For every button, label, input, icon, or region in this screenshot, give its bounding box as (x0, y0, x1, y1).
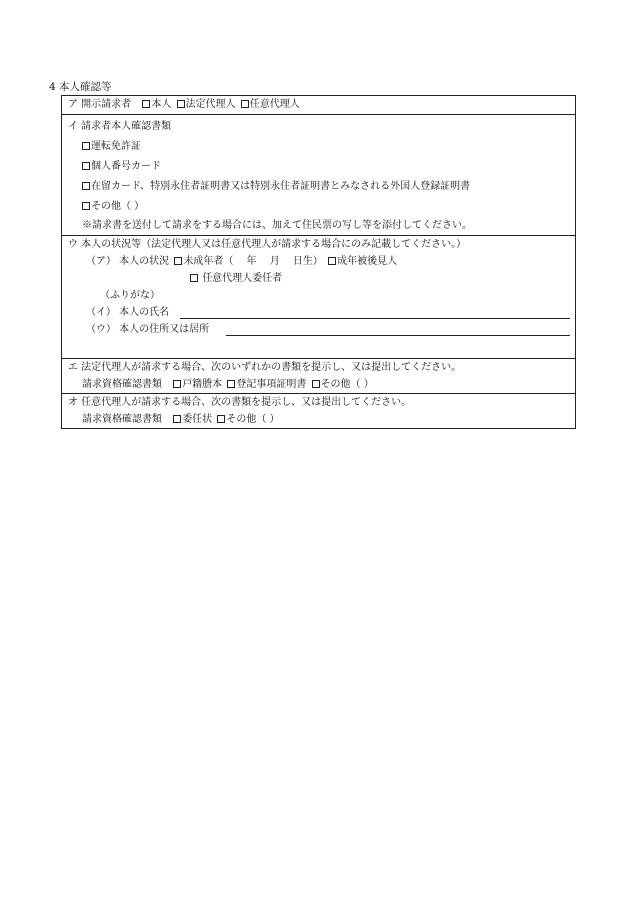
principal-row (62, 270, 575, 287)
voluntary-agent-docs-row (62, 411, 575, 428)
section-title: 4 本人確認等 (49, 81, 112, 93)
checkbox-self[interactable] (142, 100, 150, 108)
name-label: （イ） 本人の氏名 (86, 307, 170, 318)
checkbox-ward[interactable] (328, 257, 336, 265)
name-input-line[interactable] (180, 318, 570, 319)
voluntary-agent-label: オ 任意代理人が請求する場合、次の書類を提示し、又は提出してください。 (68, 397, 412, 408)
checkbox-principal[interactable] (190, 274, 198, 282)
doc-legal-other: その他（ ） (320, 379, 374, 390)
option-voluntary-agent: 任意代理人 (249, 99, 300, 110)
doc-license: 運転免許証 (91, 141, 141, 152)
requester-row (62, 96, 575, 114)
mail-note: ※請求書を送付して請求をする場合には、加えて住民票の写し等を添付してください。 (82, 220, 472, 231)
legal-agent-docs-row (62, 376, 575, 393)
checkbox-voluntary-agent[interactable] (241, 100, 249, 108)
doc-other: その他（ ） (91, 201, 145, 212)
option-principal: 任意代理人委任者 (202, 273, 283, 284)
doc-row-other (62, 197, 575, 217)
checkbox-residence[interactable] (82, 182, 90, 190)
doc-residence: 在留カード、特別永住者証明書又は特別永住者証明書とみなされる外国人登録証明書 (91, 181, 471, 192)
furigana-label: （ふりがな） (100, 290, 160, 301)
doc-family-register: 戸籍謄本 (182, 379, 223, 390)
checkbox-legal-agent[interactable] (177, 100, 185, 108)
id-docs-label: イ 請求者本人確認書類 (68, 121, 172, 132)
address-row (62, 321, 575, 338)
checkbox-power-of-attorney[interactable] (173, 415, 181, 423)
checkbox-mynumber[interactable] (82, 162, 90, 170)
checkbox-legal-other[interactable] (312, 380, 320, 388)
checkbox-minor[interactable] (174, 257, 182, 265)
doc-power-of-attorney: 委任状 (182, 414, 213, 425)
legal-agent-section (62, 358, 575, 393)
legal-agent-docs-label: 請求資格確認書類 (82, 379, 162, 390)
voluntary-agent-docs-label: 請求資格確認書類 (82, 414, 162, 425)
principal-status-label: ウ 本人の状況等（法定代理人又は任意代理人が請求する場合にのみ記載してください。） (68, 239, 467, 250)
checkbox-family-register[interactable] (173, 380, 181, 388)
address-input-line[interactable] (226, 335, 570, 336)
option-legal-agent: 法定代理人 (185, 99, 236, 110)
id-docs-section (62, 114, 575, 235)
status-row (62, 253, 575, 270)
checkbox-other[interactable] (82, 202, 90, 210)
option-self: 本人 (151, 99, 172, 110)
name-row (62, 304, 575, 321)
requester-section (62, 96, 575, 114)
principal-status-section (62, 235, 575, 358)
doc-row-license (62, 137, 575, 157)
doc-row-mynumber (62, 157, 575, 177)
voluntary-agent-section (62, 393, 575, 428)
checkbox-voluntary-other[interactable] (217, 415, 225, 423)
doc-registry-cert: 登記事項証明書 (236, 379, 307, 390)
status-label: （ア） 本人の状況 (86, 256, 170, 267)
identity-verification-form (61, 95, 576, 429)
doc-row-residence (62, 177, 575, 197)
doc-mynumber: 個人番号カード (91, 161, 161, 172)
doc-voluntary-other: その他（ ） (226, 414, 280, 425)
option-ward: 成年被後見人 (337, 256, 398, 267)
option-minor: 未成年者（ 年 月 日生） (183, 256, 323, 267)
address-label: （ウ） 本人の住所又は居所 (86, 324, 210, 335)
requester-label: ア 開示請求者 (68, 99, 132, 110)
checkbox-registry-cert[interactable] (227, 380, 235, 388)
checkbox-license[interactable] (82, 142, 90, 150)
legal-agent-label: エ 法定代理人が請求する場合、次のいずれかの書類を提示し、又は提出してください。 (68, 362, 462, 373)
